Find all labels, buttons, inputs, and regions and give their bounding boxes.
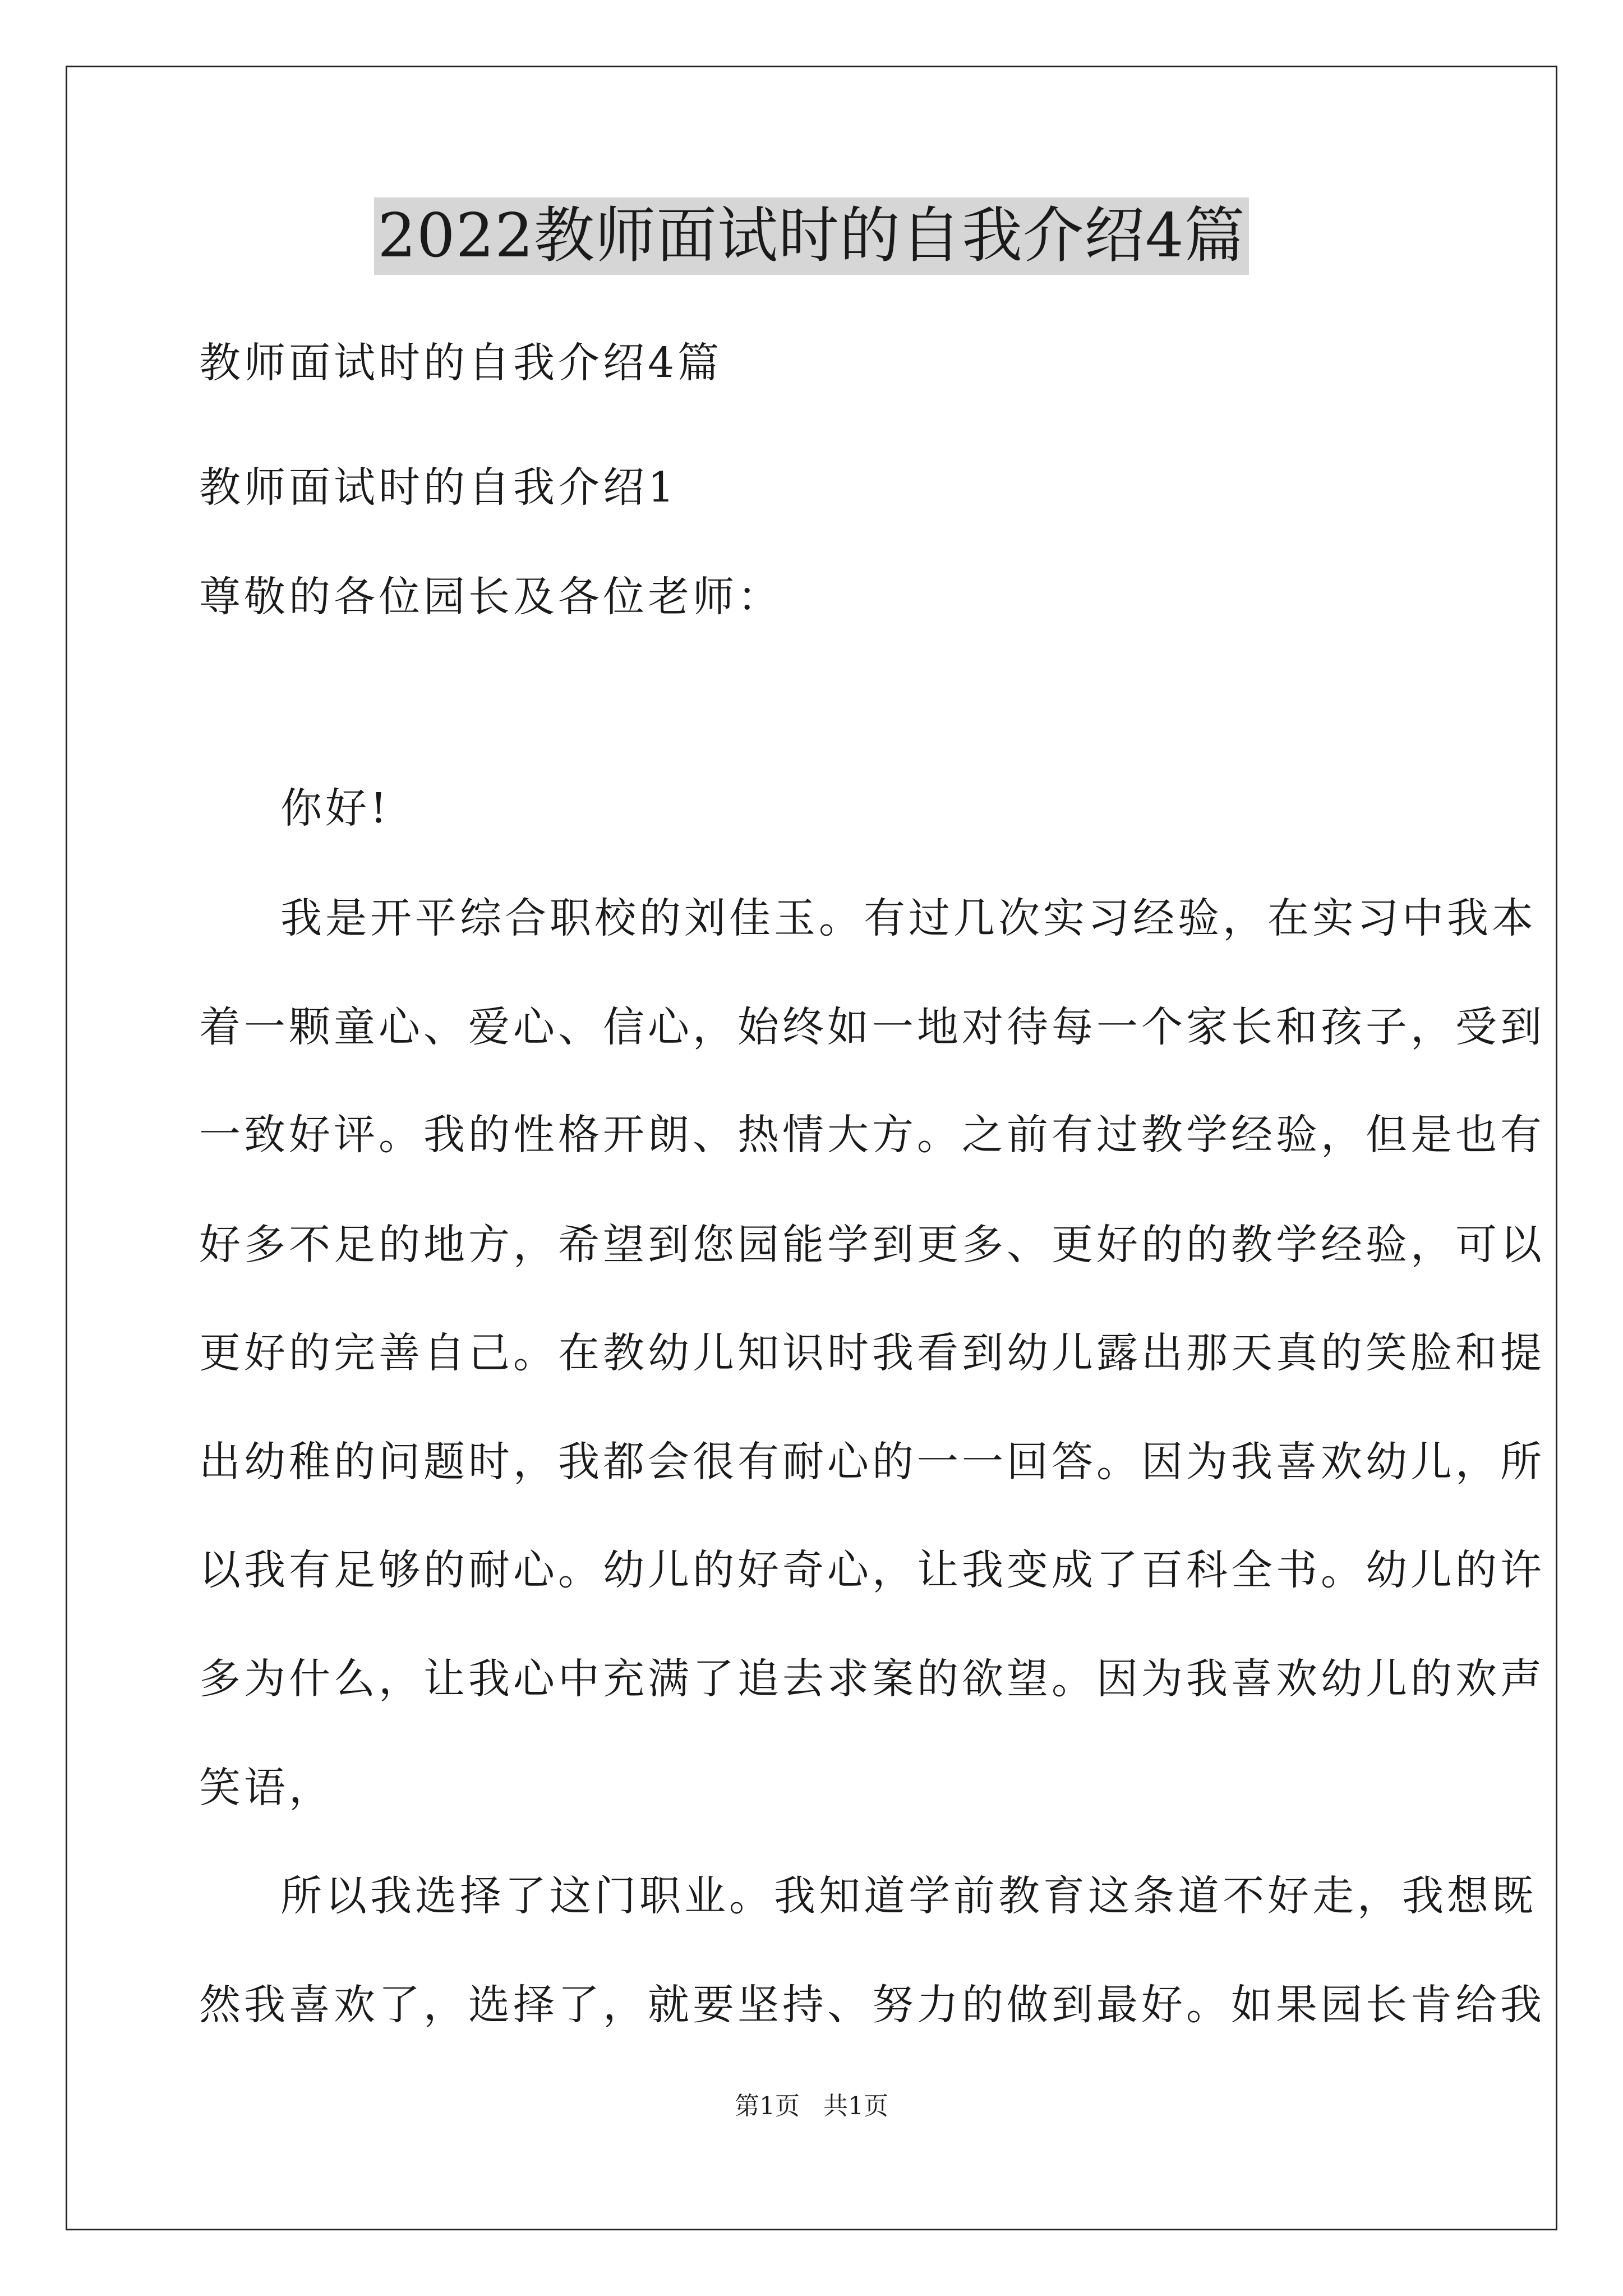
- paragraph-line: 所以我选择了这门职业。我知道学前教育这条道不好走，我想既: [280, 1872, 1537, 1920]
- paragraph-line: 我是开平综合职校的刘佳玉。有过几次实习经验，在实习中我本: [280, 894, 1537, 942]
- paragraph-line: 着一颗童心、爱心、信心，始终如一地对待每一个家长和孩子，受到: [199, 1003, 1545, 1051]
- document-subtitle: 教师面试时的自我介绍4篇: [199, 339, 723, 387]
- paragraph-line: 然我喜欢了，选择了，就要坚持、努力的做到最好。如果园长肯给我: [199, 1981, 1545, 2029]
- paragraph-line: 出幼稚的问题时，我都会很有耐心的一一回答。因为我喜欢幼儿，所: [199, 1438, 1545, 1486]
- title-container: [0, 197, 1623, 275]
- paragraph-line: 多为什么，让我心中充满了追去求案的欲望。因为我喜欢幼儿的欢声: [199, 1655, 1545, 1703]
- paragraph-line: 更好的完善自己。在教幼儿知识时我看到幼儿露出那天真的笑脸和提: [199, 1329, 1545, 1377]
- document-title: 2022教师面试时的自我介绍4篇: [374, 197, 1249, 275]
- salutation: 尊敬的各位园长及各位老师：: [199, 573, 782, 621]
- paragraph-line: 以我有足够的耐心。幼儿的好奇心，让我变成了百科全书。幼儿的许: [199, 1546, 1545, 1594]
- paragraph-line: 一致好评。我的性格开朗、热情大方。之前有过教学经验，但是也有: [199, 1111, 1545, 1159]
- page-number: 第1页 共1页: [735, 2092, 888, 2120]
- section-heading: 教师面试时的自我介绍1: [199, 463, 678, 512]
- greeting: 你好!: [280, 784, 390, 832]
- page-footer: [0, 2090, 1623, 2123]
- paragraph-line: 笑语，: [199, 1764, 334, 1812]
- paragraph-line: 好多不足的地方，希望到您园能学到更多、更好的的教学经验，可以: [199, 1221, 1545, 1269]
